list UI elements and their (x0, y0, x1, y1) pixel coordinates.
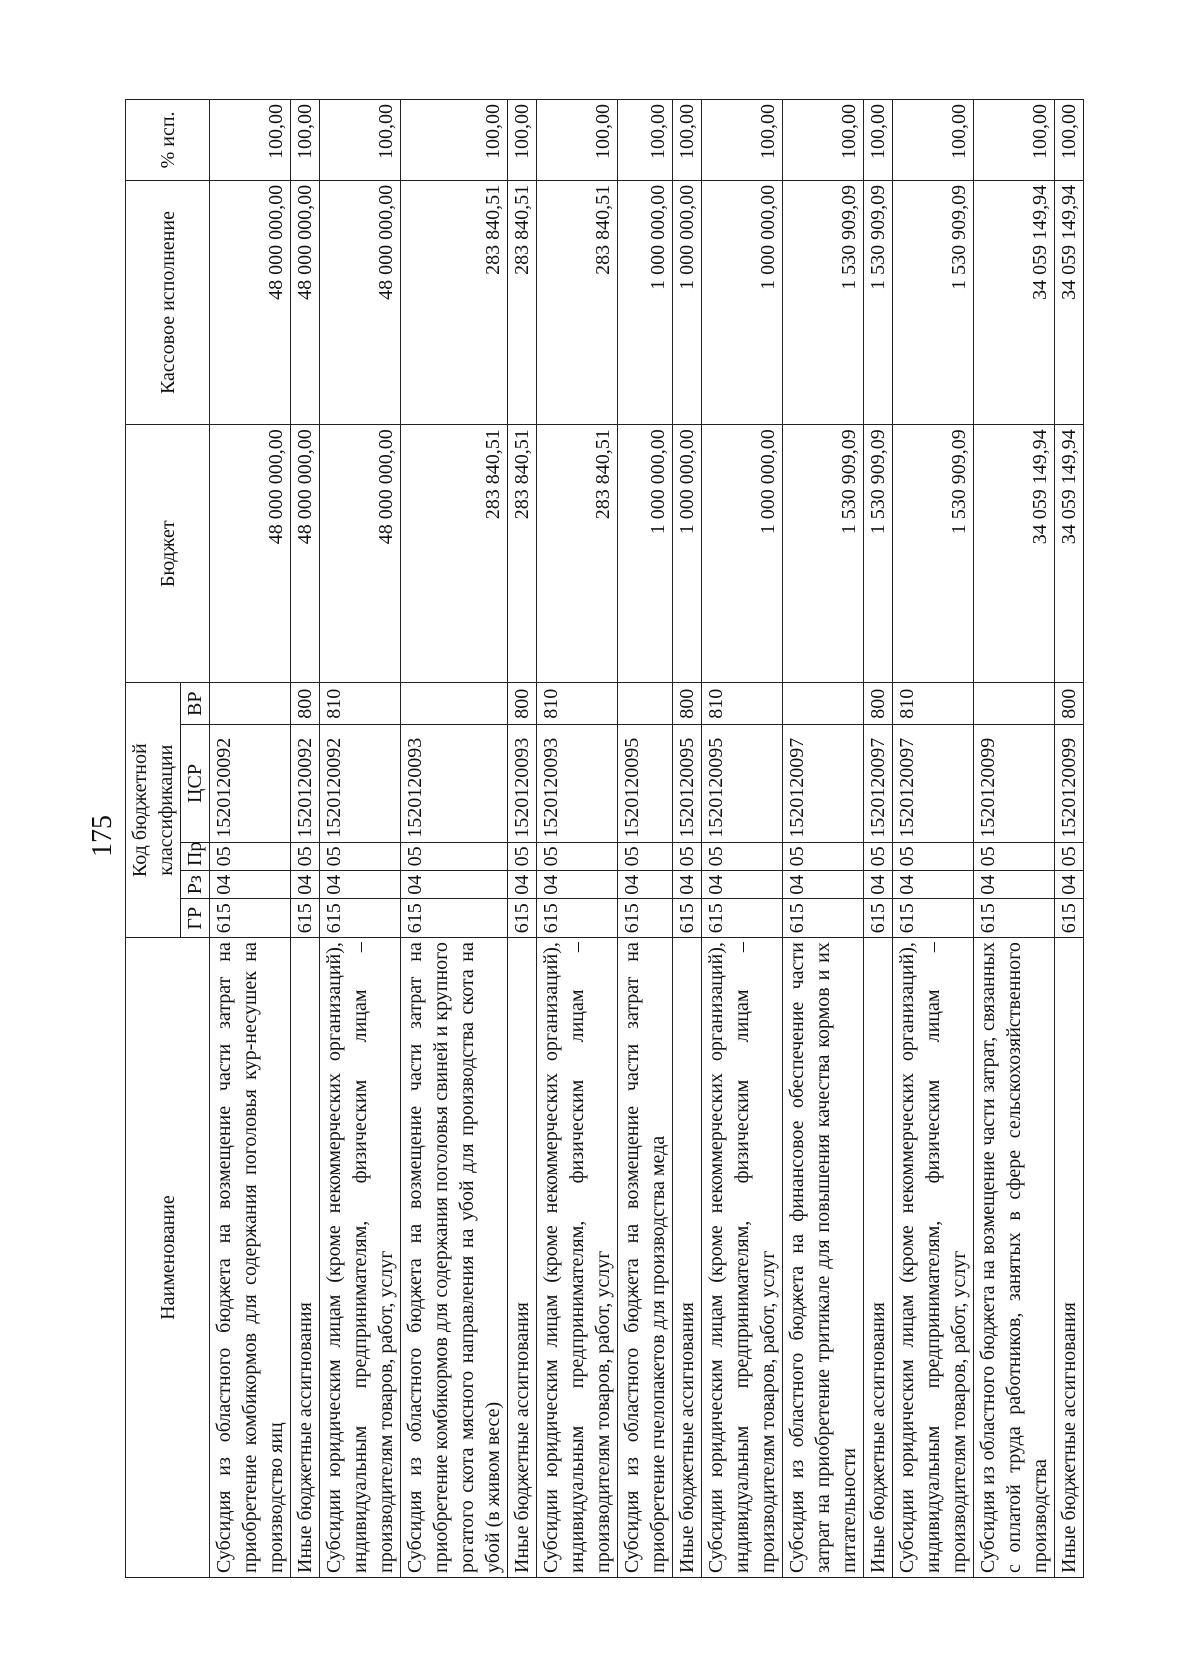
row-pct: 100,00 (783, 100, 864, 181)
row-pr: 05 (783, 842, 864, 870)
row-rz: 04 (864, 871, 893, 899)
table-row (673, 100, 702, 1578)
row-pct: 100,00 (1055, 100, 1084, 181)
table-row (320, 100, 401, 1578)
row-name: Иные бюджетные ассигнования (864, 938, 893, 1578)
row-rz: 04 (508, 871, 537, 899)
row-rz: 04 (893, 871, 974, 899)
table-row (864, 100, 893, 1578)
row-budget: 34 059 149,94 (974, 425, 1055, 683)
row-name: Иные бюджетные ассигнования (291, 938, 320, 1578)
row-cash: 48 000 000,00 (291, 180, 320, 424)
row-rz: 04 (783, 871, 864, 899)
row-vr (618, 683, 673, 725)
row-pct: 100,00 (537, 100, 618, 181)
row-csr: 1520120099 (1055, 725, 1084, 842)
row-pr: 05 (864, 842, 893, 870)
row-cash: 1 530 909,09 (783, 180, 864, 424)
row-pr: 05 (893, 842, 974, 870)
table-row (618, 100, 673, 1578)
row-pct: 100,00 (320, 100, 401, 181)
row-budget: 1 000 000,00 (618, 425, 673, 683)
row-gr: 615 (673, 899, 702, 938)
row-gr: 615 (864, 899, 893, 938)
row-gr: 615 (893, 899, 974, 938)
table-body (210, 100, 1084, 1578)
row-pr: 05 (673, 842, 702, 870)
row-rz: 04 (320, 871, 401, 899)
row-csr: 1520120092 (320, 725, 401, 842)
header-csr: ЦСР (181, 725, 210, 842)
row-cash: 1 530 909,09 (893, 180, 974, 424)
row-rz: 04 (974, 871, 1055, 899)
row-pct: 100,00 (864, 100, 893, 181)
table-row (401, 100, 508, 1578)
row-cash: 1 000 000,00 (673, 180, 702, 424)
row-budget: 1 000 000,00 (673, 425, 702, 683)
row-cash: 1 530 909,09 (864, 180, 893, 424)
row-name: Субсидия из областного бюджета на возмещение части затрат на приобретение комбикормов для содержания поголовья свиней и крупного рогатого скота мясного направления на убой для производства скота на убой (в живом весе) (401, 938, 508, 1578)
row-budget: 283 840,51 (401, 425, 508, 683)
table-row (210, 100, 291, 1578)
header-name: Наименование (126, 938, 210, 1578)
row-budget: 48 000 000,00 (210, 425, 291, 683)
header-budget: Бюджет (126, 425, 210, 683)
row-gr: 615 (508, 899, 537, 938)
row-vr: 810 (537, 683, 618, 725)
table-row (537, 100, 618, 1578)
row-csr: 1520120093 (401, 725, 508, 842)
row-cash: 283 840,51 (537, 180, 618, 424)
row-cash: 48 000 000,00 (320, 180, 401, 424)
row-rz: 04 (673, 871, 702, 899)
table-row (702, 100, 783, 1578)
row-cash: 1 000 000,00 (702, 180, 783, 424)
row-pct: 100,00 (618, 100, 673, 181)
table-row (291, 100, 320, 1578)
row-vr: 810 (893, 683, 974, 725)
row-vr (783, 683, 864, 725)
row-csr: 1520120097 (864, 725, 893, 842)
row-vr: 810 (320, 683, 401, 725)
row-csr: 1520120095 (673, 725, 702, 842)
row-pr: 05 (320, 842, 401, 870)
row-cash: 34 059 149,94 (974, 180, 1055, 424)
row-name: Субсидии юридическим лицам (кроме некоммерческих организаций), индивидуальным предпринимателям, физическим лицам – производителям товаров, работ, услуг (537, 938, 618, 1578)
table-header (126, 100, 210, 1578)
row-gr: 615 (537, 899, 618, 938)
row-csr: 1520120092 (210, 725, 291, 842)
row-csr: 1520120093 (508, 725, 537, 842)
row-gr: 615 (210, 899, 291, 938)
row-rz: 04 (618, 871, 673, 899)
row-budget: 1 530 909,09 (864, 425, 893, 683)
row-budget: 48 000 000,00 (320, 425, 401, 683)
header-pr: Пр (181, 842, 210, 870)
row-rz: 04 (401, 871, 508, 899)
row-gr: 615 (783, 899, 864, 938)
row-name: Иные бюджетные ассигнования (1055, 938, 1084, 1578)
header-rz: Рз (181, 871, 210, 899)
row-vr: 800 (508, 683, 537, 725)
row-budget: 1 530 909,09 (783, 425, 864, 683)
row-rz: 04 (210, 871, 291, 899)
header-vr: ВР (181, 683, 210, 725)
row-cash: 34 059 149,94 (1055, 180, 1084, 424)
row-gr: 615 (291, 899, 320, 938)
row-gr: 615 (974, 899, 1055, 938)
row-name: Субсидии юридическим лицам (кроме некоммерческих организаций), индивидуальным предпринимателям, физическим лицам – производителям товаров, работ, услуг (893, 938, 974, 1578)
row-pct: 100,00 (974, 100, 1055, 181)
row-cash: 48 000 000,00 (210, 180, 291, 424)
row-gr: 615 (401, 899, 508, 938)
row-pr: 05 (618, 842, 673, 870)
row-name: Иные бюджетные ассигнования (673, 938, 702, 1578)
row-pr: 05 (401, 842, 508, 870)
row-pct: 100,00 (291, 100, 320, 181)
row-vr: 810 (702, 683, 783, 725)
row-pct: 100,00 (210, 100, 291, 181)
rotated-page (125, 0, 1080, 1598)
row-csr: 1520120095 (618, 725, 673, 842)
row-vr: 800 (864, 683, 893, 725)
row-pr: 05 (210, 842, 291, 870)
row-name: Субсидии юридическим лицам (кроме некоммерческих организаций), индивидуальным предпринимателям, физическим лицам – производителям товаров, работ, услуг (702, 938, 783, 1578)
row-csr: 1520120093 (537, 725, 618, 842)
row-name: Субсидия из областного бюджета на возмещение части затрат на приобретение комбикормов для содержания поголовья кур-несушек на производство яиц (210, 938, 291, 1578)
row-pr: 05 (974, 842, 1055, 870)
row-name: Субсидия из областного бюджета на возмещение части затрат, связанных с оплатой труда работников, занятых в сфере сельскохозяйственного производства (974, 938, 1055, 1578)
table-row (893, 100, 974, 1578)
header-code-group: Код бюджетной классификации (126, 683, 181, 938)
row-rz: 04 (537, 871, 618, 899)
row-pct: 100,00 (401, 100, 508, 181)
row-csr: 1520120095 (702, 725, 783, 842)
row-vr (401, 683, 508, 725)
row-pr: 05 (702, 842, 783, 870)
row-pct: 100,00 (508, 100, 537, 181)
row-csr: 1520120097 (783, 725, 864, 842)
row-csr: 1520120099 (974, 725, 1055, 842)
row-name: Иные бюджетные ассигнования (508, 938, 537, 1578)
row-rz: 04 (1055, 871, 1084, 899)
row-gr: 615 (1055, 899, 1084, 938)
row-vr (974, 683, 1055, 725)
row-csr: 1520120097 (893, 725, 974, 842)
row-rz: 04 (291, 871, 320, 899)
header-pct: % исп. (126, 100, 210, 181)
row-vr: 800 (1055, 683, 1084, 725)
table-row (508, 100, 537, 1578)
row-pct: 100,00 (702, 100, 783, 181)
row-gr: 615 (618, 899, 673, 938)
row-budget: 283 840,51 (508, 425, 537, 683)
row-budget: 34 059 149,94 (1055, 425, 1084, 683)
row-pr: 05 (537, 842, 618, 870)
table-row (783, 100, 864, 1578)
row-budget: 1 000 000,00 (702, 425, 783, 683)
row-name: Субсидии юридическим лицам (кроме некоммерческих организаций), индивидуальным предпринимателям, физическим лицам – производителям товаров, работ, услуг (320, 938, 401, 1578)
table-row (1055, 100, 1084, 1578)
row-vr (210, 683, 291, 725)
row-vr: 800 (291, 683, 320, 725)
header-gr: ГР (181, 899, 210, 938)
row-pct: 100,00 (673, 100, 702, 181)
row-budget: 48 000 000,00 (291, 425, 320, 683)
row-name: Субсидия из областного бюджета на финансовое обеспечение части затрат на приобретение тритикале для повышения качества кормов и их питательности (783, 938, 864, 1578)
row-cash: 283 840,51 (401, 180, 508, 424)
row-name: Субсидия из областного бюджета на возмещение части затрат на приобретение пчелопакетов для производства меда (618, 938, 673, 1578)
row-gr: 615 (320, 899, 401, 938)
row-pr: 05 (508, 842, 537, 870)
row-budget: 283 840,51 (537, 425, 618, 683)
row-pct: 100,00 (893, 100, 974, 181)
row-pr: 05 (1055, 842, 1084, 870)
budget-table (125, 99, 1084, 1578)
row-rz: 04 (702, 871, 783, 899)
page-number: 175 (87, 815, 118, 857)
row-cash: 283 840,51 (508, 180, 537, 424)
row-vr: 800 (673, 683, 702, 725)
row-csr: 1520120092 (291, 725, 320, 842)
row-cash: 1 000 000,00 (618, 180, 673, 424)
header-cash: Кассовое исполнение (126, 180, 210, 424)
table-row (974, 100, 1055, 1578)
row-pr: 05 (291, 842, 320, 870)
row-gr: 615 (702, 899, 783, 938)
row-budget: 1 530 909,09 (893, 425, 974, 683)
